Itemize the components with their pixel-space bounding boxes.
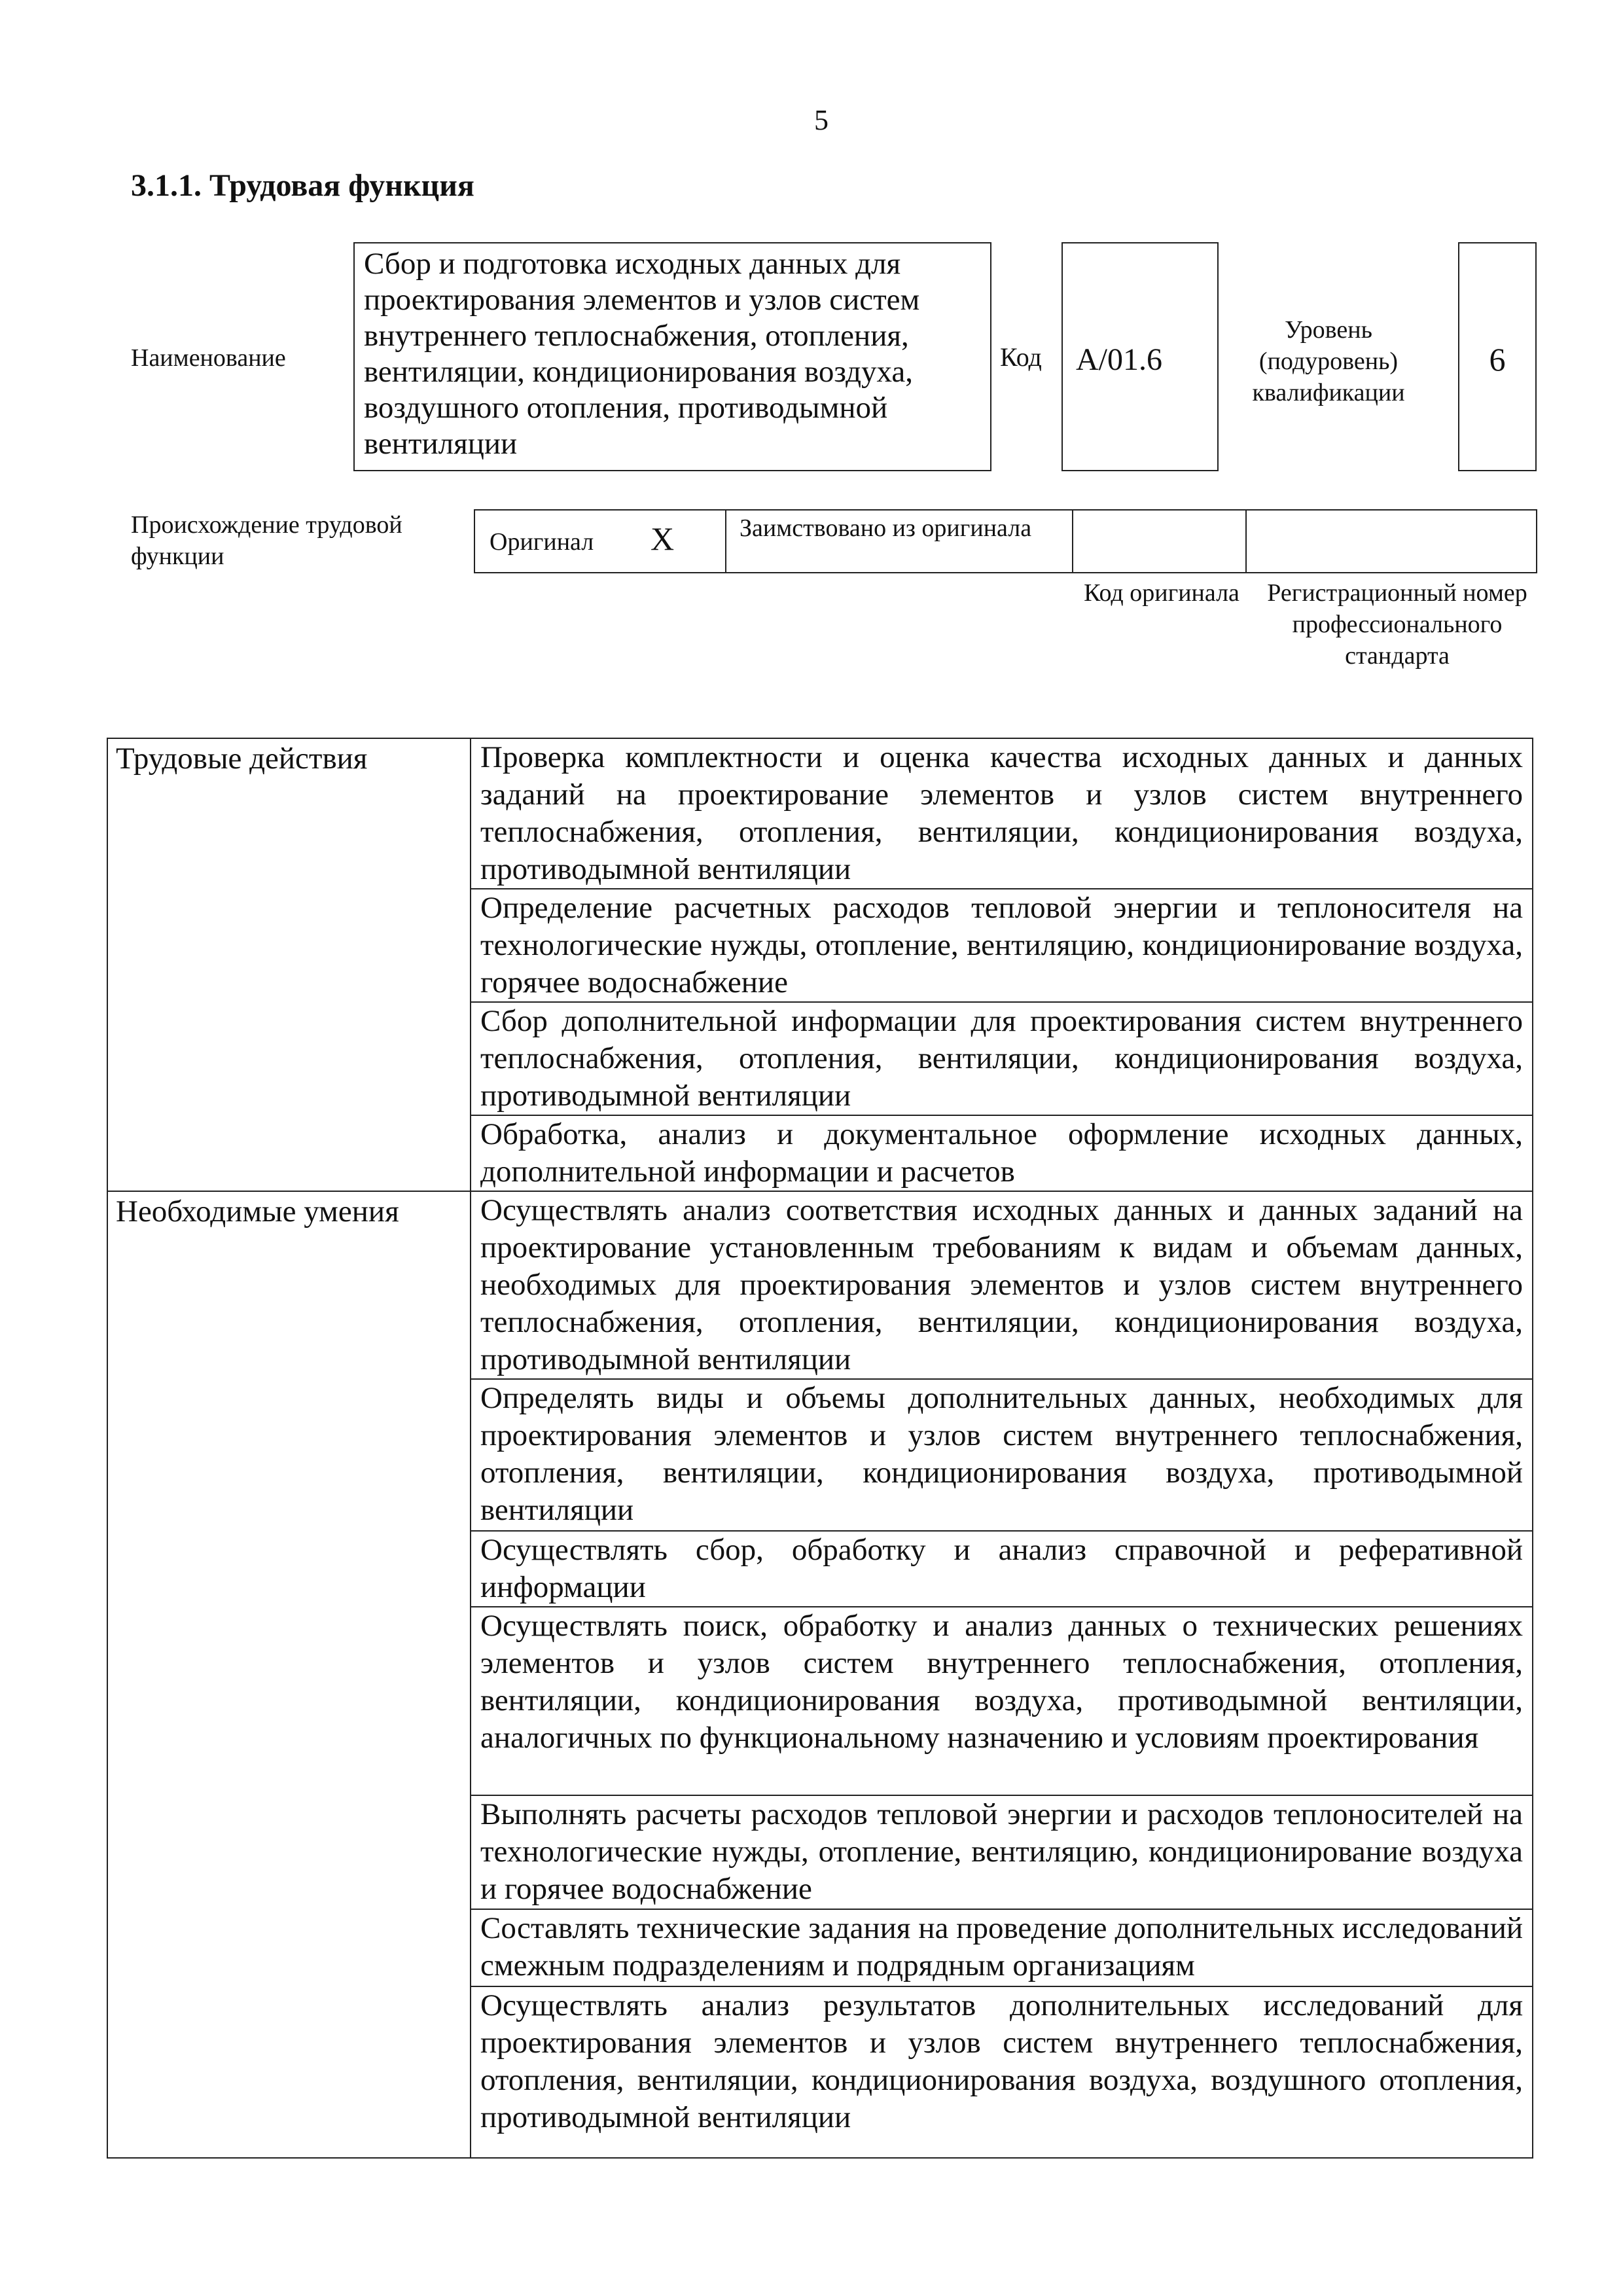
name-label: Наименование	[131, 344, 286, 372]
level-value-box: 6	[1458, 242, 1537, 471]
table-row	[107, 1191, 1533, 1379]
origin-registration-cell	[1247, 511, 1536, 572]
section-title: 3.1.1. Трудовая функция	[131, 168, 474, 203]
labor-action-item: Обработка, анализ и документальное оформление исходных данных, дополнительной информации и расчетов	[471, 1115, 1533, 1191]
table-row	[107, 738, 1533, 889]
registration-number-caption: Регистрационный номер профессионального стандарта	[1267, 579, 1527, 670]
skill-item: Определять виды и объемы дополнительных данных, необходимых для проектирования элементов и узлов систем внутреннего теплоснабжения, отопления, вентиляции, кондиционирования воздуха, противодымной вентиляции	[471, 1379, 1533, 1531]
origin-original-label: Оригинал	[490, 528, 594, 556]
origin-borrowed-cell: Заимствовано из оригинала	[726, 511, 1073, 572]
skills-label: Необходимые умения	[107, 1191, 471, 2158]
origin-original-cell	[475, 511, 726, 572]
labor-action-item: Сбор дополнительной информации для проектирования систем внутреннего теплоснабжения, отопления, вентиляции, кондиционирования воздуха, противодымной вентиляции	[471, 1002, 1533, 1115]
labor-actions-label: Трудовые действия	[107, 738, 471, 1191]
labor-action-item: Проверка комплектности и оценка качества исходных данных и данных заданий на проектирование элементов и узлов систем внутреннего теплоснабжения, отопления, вентиляции, кондиционирования воздуха, противодымной вентиляции	[471, 738, 1533, 889]
labor-function-table	[107, 738, 1533, 2159]
original-code-caption: Код оригинала	[1084, 579, 1240, 607]
labor-action-item: Определение расчетных расходов тепловой энергии и теплоносителя на технологические нужды, отопление, вентиляцию, кондиционирование воздуха, горячее водоснабжение	[471, 889, 1533, 1002]
name-value-box: Сбор и подготовка исходных данных для проектирования элементов и узлов систем внутреннего теплоснабжения, отопления, вентиляции, кондиционирования воздуха, воздушного отопления, противодымной вентиляции	[353, 242, 991, 471]
skill-item: Осуществлять поиск, обработку и анализ данных о технических решениях элементов и узлов систем внутреннего теплоснабжения, отопления, вентиляции, кондиционирования воздуха, противодымной вентиляции, аналогичных по функциональному назначению и условиям проектирования	[471, 1607, 1533, 1795]
code-value-box: A/01.6	[1061, 242, 1219, 471]
origin-label: Происхождение трудовой функции	[131, 511, 402, 570]
skill-item: Составлять технические задания на проведение дополнительных исследований смежным подразделениям и подрядным организациям	[471, 1909, 1533, 1986]
skill-item: Осуществлять анализ результатов дополнительных исследований для проектирования элементов и узлов систем внутреннего теплоснабжения, отопления, вентиляции, кондиционирования воздуха, воздушного отопления, противодымной вентиляции	[471, 1986, 1533, 2158]
skill-item: Осуществлять анализ соответствия исходных данных и данных заданий на проектирование установленным требованиям к видам и объемам данных, необходимых для проектирования элементов и узлов систем внутреннего теплоснабжения, отопления, вентиляции, кондиционирования воздуха, противодымной вентиляции	[471, 1191, 1533, 1379]
skill-item: Выполнять расчеты расходов тепловой энергии и расходов теплоносителей на технологические нужды, отопление, вентиляцию, кондиционирование воздуха и горячее водоснабжение	[471, 1795, 1533, 1909]
origin-code-cell	[1073, 511, 1247, 572]
origin-table	[474, 509, 1537, 573]
page-number: 5	[814, 104, 829, 136]
origin-original-mark: X	[651, 520, 675, 557]
code-label: Код	[1000, 342, 1042, 372]
skill-item: Осуществлять сбор, обработку и анализ справочной и реферативной информации	[471, 1531, 1533, 1607]
level-label: Уровень (подуровень) квалификации	[1252, 316, 1405, 406]
